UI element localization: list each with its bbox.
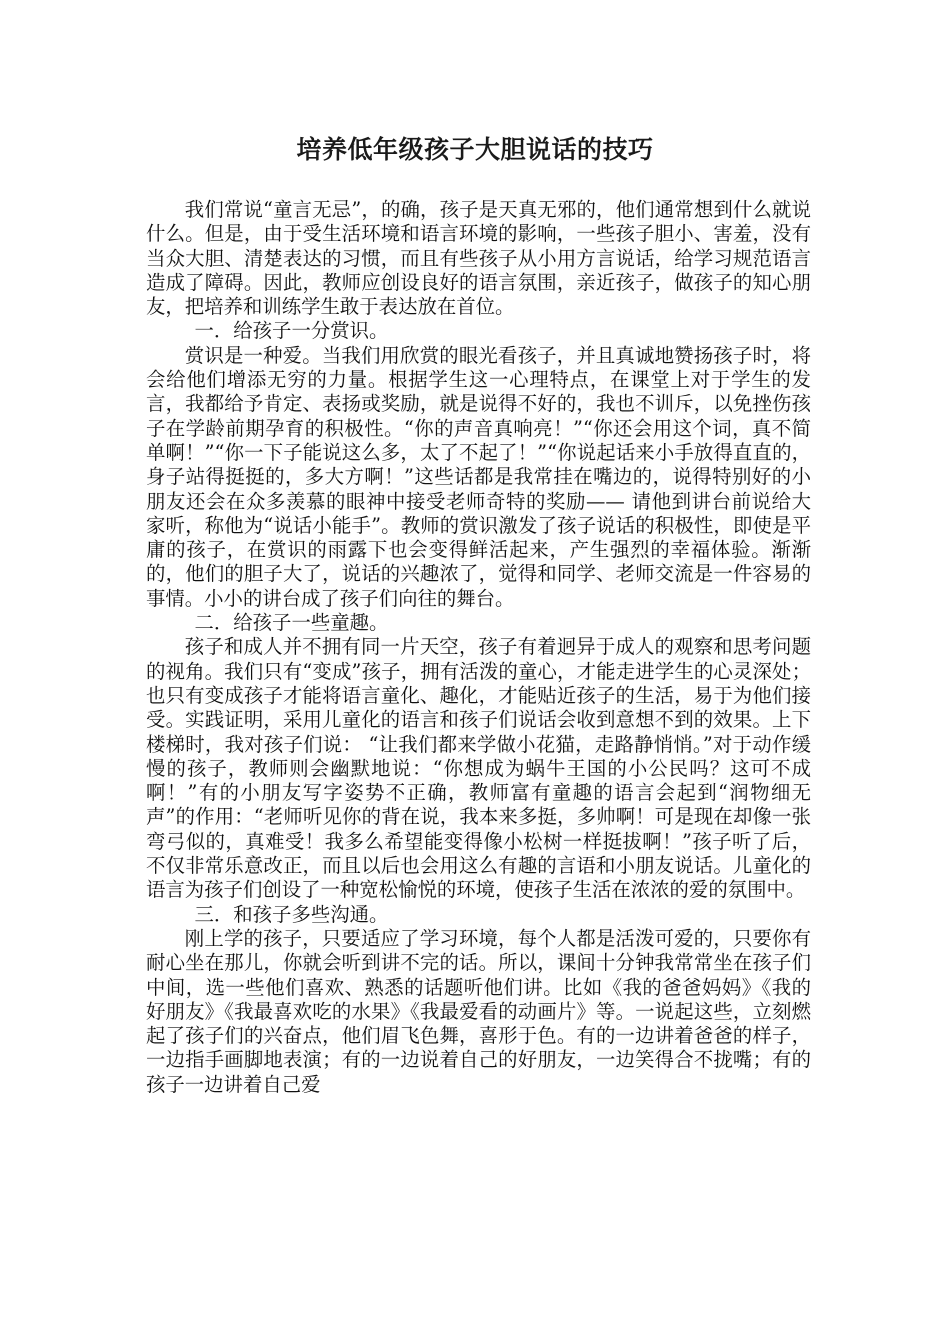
section-paragraph-3: 刚上学的孩子，只要适应了学习环境，每个人都是活泼可爱的，只要你有耐心坐在那儿，你就会听到讲不完的话。所以，课间十分钟我常常坐在孩子们中间，选一些他们喜欢、熟悉的话题听他们讲。比如《我的爸爸妈妈》《我的好朋友》《我最喜欢吃的水果》《我最爱看的动画片》等。一说起这些，立刻燃起了孩子们的兴奋点，他们眉飞色舞，喜形于色。有的一边讲着爸爸的样子，一边指手画脚地表演；有的一边说着自己的好朋友，一边笑得合不拢嘴；有的孩子一边讲着自己爱 (146, 926, 811, 1096)
section-heading-3: 三．和孩子多些沟通。 (194, 902, 389, 926)
section-heading-1: 一．给孩子一分赏识。 (194, 319, 389, 343)
section-paragraph-2: 孩子和成人并不拥有同一片天空，孩子有着迥异于成人的观察和思考问题的视角。我们只有“变成”孩子，拥有活泼的童心，才能走进学生的心灵深处；也只有变成孩子才能将语言童化、趣化，才能贴近孩子的生活，易于为他们接受。实践证明，采用儿童化的语言和孩子们说话会收到意想不到的效果。上下楼梯时，我对孩子们说： “让我们都来学做小花猫，走路静悄悄。”对于动作缓慢的孩子，教师则会幽默地说：“你想成为蜗牛王国的小公民吗？这可不成啊！”有的小朋友写字姿势不正确，教师富有童趣的语言会起到“润物细无声”的作用：“老师听见你的背在说，我本来多挺，多帅啊！可是现在却像一张弯弓似的，真难受！我多么希望能变得像小松树一样挺拔啊！”孩子听了后，不仅非常乐意改正，而且以后也会用这么有趣的言语和小朋友说话。儿童化的语言为孩子们创设了一种宽松愉悦的环境，使孩子生活在浓浓的爱的氛围中。 (146, 635, 811, 902)
section-paragraph-1: 赏识是一种爱。当我们用欣赏的眼光看孩子，并且真诚地赞扬孩子时，将会给他们增添无穷的力量。根据学生这一心理特点，在课堂上对于学生的发言，我都给予肯定、表扬或奖励，就是说得不好的，我也不训斥，以免挫伤孩子在学龄前期孕育的积极性。“你的声音真响亮！”“你还会用这个词，真不简单啊！”“你一下子能说这么多，太了不起了！”“你说起话来小手放得直直的，身子站得挺挺的，多大方啊！”这些话都是我常挂在嘴边的，说得特别好的小朋友还会在众多羡慕的眼神中接受老师奇特的奖励—— 请他到讲台前说给大家听，称他为“说话小能手”。教师的赏识激发了孩子说话的积极性，即使是平庸的孩子，在赏识的雨露下也会变得鲜活起来，产生强烈的幸福体验。渐渐的，他们的胆子大了，说话的兴趣浓了，觉得和同学、老师交流是一件容易的事情。小小的讲台成了孩子们向往的舞台。 (146, 343, 811, 610)
intro-paragraph: 我们常说“童言无忌”，的确，孩子是天真无邪的，他们通常想到什么就说什么。但是，由于受生活环境和语言环境的影响，一些孩子胆小、害羞，没有当众大胆、清楚表达的习惯，而且有些孩子从小用方言说话，给学习规范语言造成了障碍。因此，教师应创设良好的语言氛围，亲近孩子，做孩子的知心朋友，把培养和训练学生敢于表达放在首位。 (146, 198, 811, 319)
section-heading-2: 二．给孩子一些童趣。 (194, 611, 389, 635)
document-title: 培养低年级孩子大胆说话的技巧 (296, 135, 654, 164)
document-body (146, 198, 811, 1097)
